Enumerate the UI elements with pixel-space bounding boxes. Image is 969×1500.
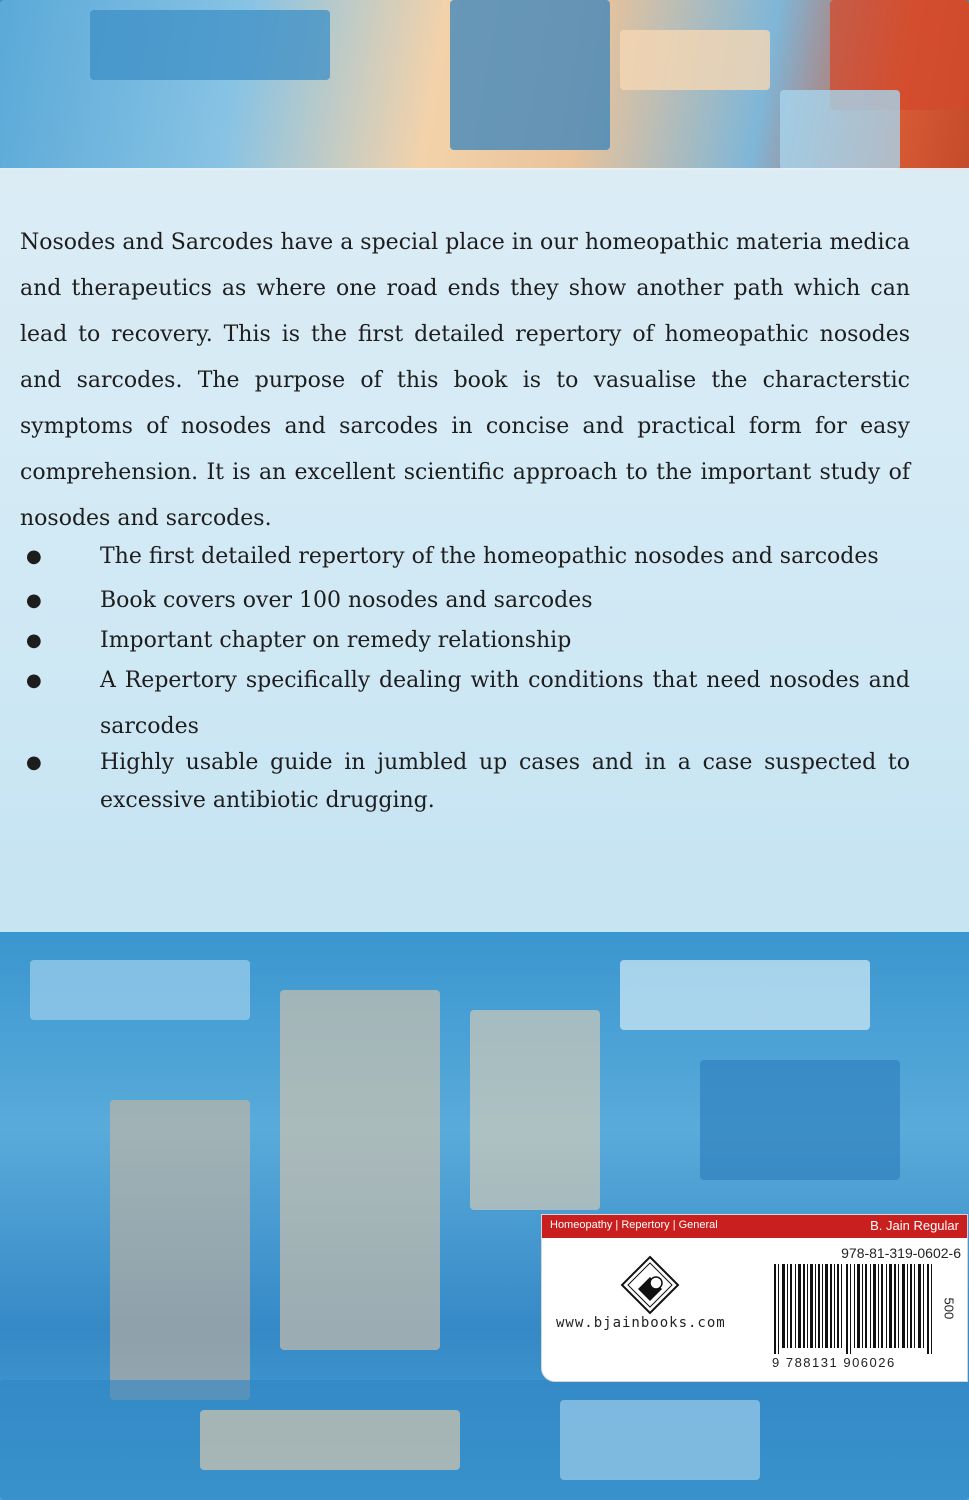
- barcode-panel: [541, 1214, 968, 1382]
- barcode-icon: [774, 1264, 934, 1354]
- bullet-icon: ●: [26, 752, 42, 773]
- list-item: [20, 538, 910, 576]
- barcode-digits: 9 788131 906026: [772, 1355, 896, 1370]
- blurb-paragraph: Nosodes and Sarcodes have a special place in our homeopathic materia medica and therapeutics as where one road ends they show another path which can lead to recovery. This is the first detailed repertory of homeopathic nosodes and sarcodes. The purpose of this book is to vasualise the characterstic symptoms of nosodes and sarcodes in concise and practical form for easy comprehension. It is an excellent scientific approach to the important study of nosodes and sarcodes.: [20, 230, 910, 531]
- list-item: [20, 658, 910, 750]
- bullet-icon: ●: [26, 670, 42, 691]
- list-item-text: Important chapter on remedy relationship: [100, 628, 572, 653]
- list-item-text: Book covers over 100 nosodes and sarcodes: [100, 588, 593, 613]
- feature-list: [20, 538, 910, 822]
- price-code: 500: [941, 1297, 957, 1320]
- imprint-label: B. Jain Regular: [870, 1218, 959, 1233]
- bjain-logo-icon: [620, 1255, 680, 1315]
- bullet-icon: ●: [26, 630, 42, 651]
- list-item-text: Highly usable guide in jumbled up cases and in a case suspected to excessive antibiotic drugging.: [100, 750, 910, 813]
- category-bar: [542, 1215, 967, 1238]
- list-item-text: A Repertory specifically dealing with conditions that need nosodes and sarcodes: [100, 668, 910, 739]
- publisher-url: www.bjainbooks.com: [556, 1315, 726, 1331]
- list-item-text: The first detailed repertory of the homeopathic nosodes and sarcodes: [100, 544, 879, 569]
- isbn-number: 978-81-319-0602-6: [841, 1245, 961, 1261]
- bullet-icon: ●: [26, 590, 42, 611]
- list-item: [20, 744, 910, 820]
- category-labels: Homeopathy | Repertory | General: [550, 1219, 718, 1231]
- bullet-icon: ●: [26, 546, 42, 567]
